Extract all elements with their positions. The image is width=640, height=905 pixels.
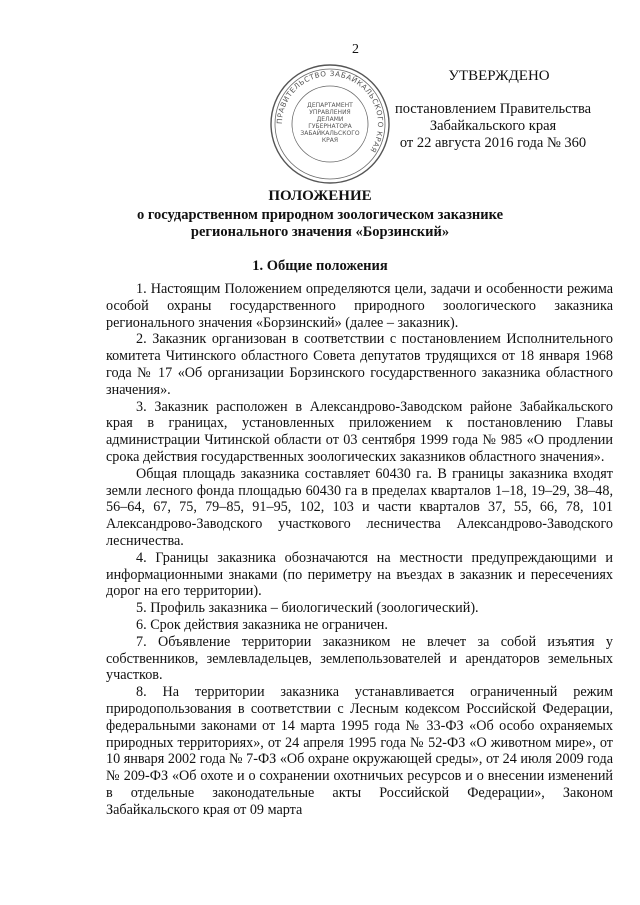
section-title: 1. Общие положения (252, 258, 388, 274)
paragraph: Общая площадь заказника составляет 60430 га. В границы заказника входят земли лесного фонда площадью 60430 га в пределах кварталов 1–18, 19–29, 38–48, 56–64, 67, 75, 79–85, 91–95, 102, 103 и части кварталов 37, 55, 66, 78, 101 Александрово-Заводского участкового лесничества Александрово-Заводского лесничества. (106, 465, 613, 549)
paragraph: 3. Заказник расположен в Александрово-Заводском районе Забайкальского края в границах, установленных приложением к постановлению Главы администрации Читинской области от 03 сентября 1999 года № 985 «О продлении срока действия государственных зоологических заказников областного значения». (106, 398, 613, 465)
paragraph: 8. На территории заказника устанавливается ограниченный режим природопользования в соответствии с Лесным кодексом Российской Федерации, федеральными законами от 14 марта 1995 года № 33-ФЗ «Об особо охраняемых природных территориях», от 24 апреля 1995 года № 52-ФЗ «О животном мире», от 10 января 2002 года № 7-ФЗ «Об охране окружающей среды», от 24 июля 2009 года № 209-ФЗ «Об охоте и о сохранении охотничьих ресурсов и о внесении изменений в отдельные законодательные акты Российской Федерации», Законом Забайкальского края от 09 марта (106, 684, 613, 818)
approved-label: УТВЕРЖДЕНО (448, 68, 550, 84)
approval-line: постановлением Правительства (394, 101, 592, 117)
paragraph: 6. Срок действия заказника не ограничен. (136, 616, 388, 633)
approval-block (362, 68, 624, 152)
approval-line: от 22 августа 2016 года № 360 (399, 135, 587, 151)
title-line: о государственном природном зоологическом заказнике (136, 207, 504, 223)
document-body (106, 281, 613, 819)
paragraph: 5. Профиль заказника – биологический (зоологический). (136, 600, 479, 617)
paragraph: 7. Объявление территории заказником не влечет за собой изъятия у собственников, землевладельцев, землепользователей и арендаторов земельных участков. (106, 633, 613, 684)
document-title (60, 188, 580, 241)
paragraph: 2. Заказник организован в соответствии с постановлением Исполнительного комитета Читинского областного Совета депутатов трудящихся от 18 января 1968 года № 17 «Об организации Борзинского государственного заказника областного значения». (106, 331, 613, 398)
page-number: 2 (352, 42, 359, 57)
title-main: ПОЛОЖЕНИЕ (268, 188, 372, 204)
approval-line: Забайкальского края (429, 118, 557, 134)
title-line: регионального значения «Борзинский» (190, 224, 450, 240)
paragraph: 4. Границы заказника обозначаются на местности предупреждающими и информационными знаками (по периметру на въездах в заказник и пересечениях дорог на его территории). (106, 549, 613, 600)
stamp-inner-text: ДЕПАРТАМЕНТ УПРАВЛЕНИЯ ДЕЛАМИ ГУБЕРНАТОРА ЗАБАЙКАЛЬСКОГО КРАЯ (300, 102, 360, 144)
paragraph: 1. Настоящим Положением определяются цели, задачи и особенности режима особой охраны государственного природного зоологического заказника регионального значения «Борзинский» (далее – заказник). (106, 281, 613, 331)
stamp-ring-text: ПРАВИТЕЛЬСТВО ЗАБАЙКАЛЬСКОГО КРАЯ (274, 68, 386, 155)
